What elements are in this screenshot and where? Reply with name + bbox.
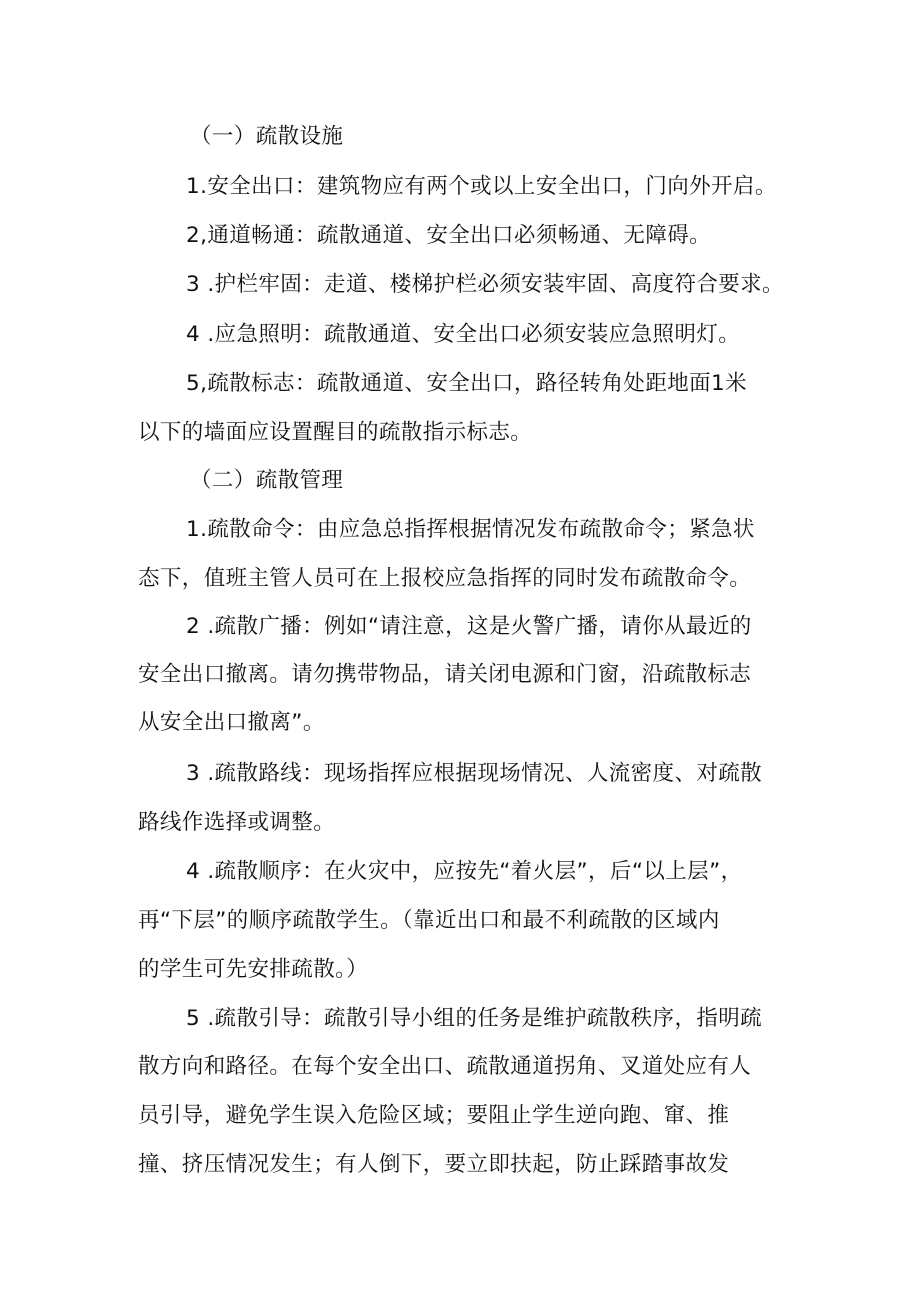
paragraph-evacuation-signs: 5,疏散标志：疏散通道、安全出口，路径转角处距地面1米 bbox=[186, 371, 747, 396]
paragraph-safety-exit: 1.安全出口：建筑物应有两个或以上安全出口，门向外开启。 bbox=[186, 174, 777, 199]
section-heading-management: （二）疏散管理 bbox=[190, 468, 344, 493]
paragraph-evacuation-order-cont1: 再“下层”的顺序疏散学生。（靠近出口和最不利疏散的区域内 bbox=[138, 908, 720, 933]
paragraph-evacuation-broadcast-cont1: 安全出口撤离。请勿携带物品，请关闭电源和门窗，沿疏散标志 bbox=[138, 662, 752, 687]
paragraph-evacuation-guidance-cont3: 撞、挤压情况发生；有人倒下，要立即扶起，防止踩踏事故发 bbox=[138, 1152, 730, 1177]
paragraph-evacuation-signs-cont: 以下的墙面应设置醒目的疏散指示标志。 bbox=[138, 420, 533, 445]
paragraph-evacuation-command: 1.疏散命令：由应急总指挥根据情况发布疏散命令；紧急状 bbox=[186, 517, 755, 542]
paragraph-evacuation-command-cont: 态下，值班主管人员可在上报校应急指挥的同时发布疏散命令。 bbox=[138, 566, 752, 591]
paragraph-passage-clear: 2,通道畅通：疏散通道、安全出口必须畅通、无障碍。 bbox=[186, 223, 712, 248]
paragraph-emergency-lighting: 4 .应急照明：疏散通道、安全出口必须安装应急照明灯。 bbox=[186, 322, 741, 347]
paragraph-evacuation-broadcast: 2 .疏散广播：例如“请注意，这是火警广播，请你从最近的 bbox=[186, 614, 752, 639]
paragraph-evacuation-order: 4 .疏散顺序：在火灾中，应按先“着火层”，后“以上层”， bbox=[186, 859, 743, 884]
paragraph-evacuation-route-cont: 路线作选择或调整。 bbox=[138, 810, 336, 835]
section-heading-facilities: （一）疏散设施 bbox=[190, 124, 344, 149]
paragraph-evacuation-guidance: 5 .疏散引导：疏散引导小组的任务是维护疏散秩序，指明疏 bbox=[186, 1006, 763, 1031]
paragraph-evacuation-guidance-cont2: 员引导，避免学生误入危险区域；要阻止学生逆向跑、窜、推 bbox=[138, 1103, 730, 1128]
paragraph-evacuation-route: 3 .疏散路线：现场指挥应根据现场情况、人流密度、对疏散 bbox=[186, 761, 763, 786]
paragraph-evacuation-order-cont2: 的学生可先安排疏散。） bbox=[138, 957, 369, 982]
paragraph-evacuation-guidance-cont1: 散方向和路径。在每个安全出口、疏散通道拐角、叉道处应有人 bbox=[138, 1054, 752, 1079]
paragraph-guardrail: 3 .护栏牢固：走道、楼梯护栏必须安装牢固、高度符合要求。 bbox=[186, 272, 784, 297]
paragraph-evacuation-broadcast-cont2: 从安全出口撤离”。 bbox=[138, 710, 325, 735]
